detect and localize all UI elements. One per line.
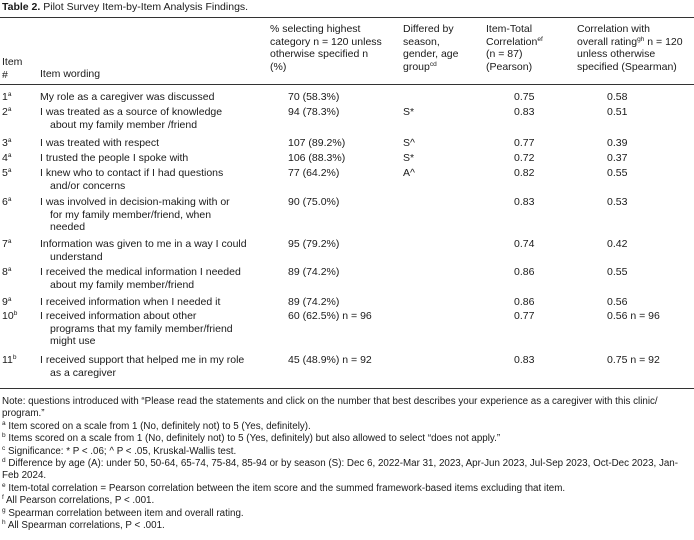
item-total-correlation-cell: 0.72 [514,152,535,164]
footnote [2,396,690,421]
header-corr-line: otherwise [610,48,656,61]
header-pct-line: (%) [270,60,287,73]
item-number-value: 4 [2,152,8,164]
header-differed-line: gender, age [403,48,459,61]
footnote [2,495,690,507]
item-wording-line: needed [50,221,86,234]
table-title: Pilot Survey Item-by-Item Analysis Findings. [43,1,249,13]
footnote-mark: a [7,106,12,113]
item-wording-line: understand [50,250,103,263]
header-item-line: # [2,68,8,81]
item-total-correlation-cell: 0.86 [514,266,535,278]
item-number-value: 1 [2,91,8,103]
footnote-mark: b [12,354,17,361]
item-number-value: 5 [2,167,8,179]
overall-correlation-cell: 0.51 [607,106,628,118]
overall-correlation-cell: 0.55 [607,266,628,278]
header-differed-line: Differed by [403,23,454,35]
pct-highest-cell: 89 (74.2%) [288,266,340,278]
header-corr-line: specified (Spearman) [577,60,677,73]
pct-highest-cell: 107 (89.2%) [288,137,346,149]
footnote-text: Item-total correlation = Pearson correlation between the item score and the summed framework-based items excluding that item. [8,482,566,494]
header-item-line: Item [2,56,23,68]
item-total-correlation-cell: 0.74 [514,238,535,250]
header-itc [486,23,543,73]
footnote [2,446,690,458]
bottom-rule [0,388,694,389]
item-number [2,91,11,104]
footnote-text: Items scored on a scale from 1 (No, definitely not) to 5 (Yes, definitely) but also allowed to select “does not apply.” [8,433,501,445]
item-wording-line: I received information when I needed it [40,296,221,308]
header-itc-line: Item-Total [486,23,533,35]
differed-by-cell: S* [403,106,415,118]
item-wording-line: I knew who to contact if I had questions [40,167,224,179]
item-wording [40,296,220,309]
footnote-mark: a [2,419,6,427]
footnote [2,508,690,520]
item-number [2,266,11,279]
footnote-text: Spearman correlation between item and overall rating. [8,507,244,519]
header-itc-line: (Pearson) [486,60,533,73]
top-rule [0,17,694,18]
header-corr [577,23,693,73]
item-wording [40,354,244,379]
item-number [2,354,17,367]
item-wording-line: I was treated as a source of knowledge [40,106,223,118]
item-number-value: 7 [2,238,8,250]
item-wording [40,238,247,263]
item-total-correlation-cell: 0.83 [514,106,535,118]
footnote-text: Note: questions introduced with “Please read the statements and click on the number that best describes your experience as a caregiver with this clinic/ program.” [2,396,658,420]
header-wording: Item wording [40,68,101,80]
footnote [2,458,690,483]
footnote [2,421,690,433]
header-corr-n: n = 120 [647,35,683,48]
item-total-correlation-cell: 0.86 [514,296,535,308]
item-wording [40,106,222,131]
item-wording [40,137,159,150]
item-wording-line: as a caregiver [50,366,116,379]
header-pct-line: % selecting highest [270,23,361,35]
header-rule [0,84,694,85]
table-notes [2,396,690,532]
item-wording [40,196,230,234]
item-wording-line: I received support that helped me in my role [40,354,245,366]
footnote [2,483,690,495]
header-itc-line: Correlation [486,35,538,48]
item-wording [40,310,233,348]
footnote-mark: cd [429,60,437,68]
item-total-correlation-cell: 0.77 [514,310,535,322]
item-number [2,238,11,251]
footnote-text: Significance: * P < .06; ^ P < .05, Kruskal-Wallis test. [7,445,237,457]
item-wording [40,152,188,165]
item-number [2,167,11,180]
item-wording-line: My role as a caregiver was discussed [40,91,215,103]
header-differed [403,23,458,73]
footnote-mark: d [2,457,6,465]
item-wording-line: might use [50,335,96,348]
footnote-mark: a [7,196,12,203]
footnote-text: All Pearson correlations, P < .001. [6,495,155,507]
item-number-value: 8 [2,266,8,278]
footnote-mark: a [7,238,12,245]
item-number-value: 10 [2,310,14,322]
item-number [2,310,17,323]
header-pct-line: otherwise specified n [270,48,369,61]
header-corr-line: Correlation with [577,23,650,35]
pct-highest-cell: 89 (74.2%) [288,296,340,308]
differed-by-cell: A^ [403,167,415,179]
pct-highest-cell: 77 (64.2%) [288,167,340,179]
item-number [2,296,11,309]
footnote-mark: a [7,91,12,98]
pct-highest-cell: 106 (88.3%) [288,152,346,164]
footnote-mark: b [2,432,6,440]
footnote-mark: a [7,167,12,174]
footnote-mark: f [2,494,4,502]
item-wording-line: I was treated with respect [40,137,160,149]
header-pct-line: category n = 120 unless [270,35,382,48]
table-caption [2,1,248,13]
header-itc-line: (n = 87) [486,48,523,61]
differed-by-cell: S^ [403,137,415,149]
footnote-mark: g [2,506,6,514]
footnote-mark: h [2,519,6,527]
item-wording-line: I trusted the people I spoke with [40,152,189,164]
footnote-mark: ef [537,35,543,43]
item-wording-line: about my family member /friend [50,118,198,131]
overall-correlation-cell: 0.75 n = 92 [607,354,660,366]
footnote-mark: a [7,152,12,159]
overall-correlation-cell: 0.55 [607,167,628,179]
pct-highest-cell: 90 (75.0%) [288,196,340,208]
footnote-mark: b [13,310,18,317]
footnote-text: All Spearman correlations, P < .001. [7,520,165,532]
pct-highest-cell: 45 (48.9%) n = 92 [288,354,372,366]
overall-correlation-cell: 0.42 [607,238,628,250]
item-wording-line: programs that my family member/friend [50,322,233,335]
item-total-correlation-cell: 0.77 [514,137,535,149]
header-item [2,56,22,81]
item-wording-line: for my family member/friend, when [50,208,212,221]
item-total-correlation-cell: 0.82 [514,167,535,179]
header-corr-line: overall rating [577,35,638,48]
overall-correlation-cell: 0.37 [607,152,628,164]
pct-highest-cell: 94 (78.3%) [288,106,340,118]
footnote-mark: a [7,266,12,273]
footnote [2,433,690,445]
item-total-correlation-cell: 0.83 [514,354,535,366]
footnote-text: Item scored on a scale from 1 (No, definitely not) to 5 (Yes, definitely). [8,420,311,432]
footnote [2,520,690,532]
footnote-mark: a [7,296,12,303]
item-number-value: 3 [2,137,8,149]
item-wording-line: I received information about other [40,310,197,322]
item-wording [40,167,223,192]
item-wording-line: I received the medical information I needed [40,266,241,278]
overall-correlation-cell: 0.39 [607,137,628,149]
item-number [2,137,11,150]
item-total-correlation-cell: 0.75 [514,91,535,103]
differed-by-cell: S* [403,152,415,164]
table-label: Table 2. [2,1,41,13]
item-wording-line: I was involved in decision-making with or [40,196,230,208]
item-number-value: 2 [2,106,8,118]
overall-correlation-cell: 0.56 n = 96 [607,310,660,322]
footnote-mark: a [7,137,12,144]
pct-highest-cell: 70 (58.3%) [288,91,340,103]
item-wording-line: Information was given to me in a way I could [40,238,247,250]
pct-highest-cell: 95 (79.2%) [288,238,340,250]
pct-highest-cell: 60 (62.5%) n = 96 [288,310,372,322]
overall-correlation-cell: 0.58 [607,91,628,103]
header-pct [270,23,382,73]
footnote-mark: c [2,444,6,452]
footnote-mark: gh [637,35,645,43]
header-differed-line: group [403,60,430,73]
overall-correlation-cell: 0.56 [607,296,628,308]
item-wording [40,266,241,291]
footnote-text: Difference by age (A): under 50, 50-64, 65-74, 75-84, 85-94 or by season (S): Dec 6, 2022-Mar 31, 2023, Apr-Jun 2023, Jul-Sep 2023, Oct-Dec 2023, Jan-Feb 2024. [2,458,679,482]
item-number [2,106,11,119]
item-total-correlation-cell: 0.83 [514,196,535,208]
item-number-value: 6 [2,196,8,208]
item-number [2,152,11,165]
item-number [2,196,11,209]
item-wording-line: about my family member/friend [50,278,195,291]
item-number-value: 11 [2,354,13,366]
item-wording [40,91,215,104]
header-corr-line: unless [577,48,608,61]
footnote-mark: e [2,481,6,489]
item-number-value: 9 [2,296,8,308]
overall-correlation-cell: 0.53 [607,196,628,208]
item-wording-line: and/or concerns [50,179,126,192]
header-differed-line: season, [403,35,440,48]
